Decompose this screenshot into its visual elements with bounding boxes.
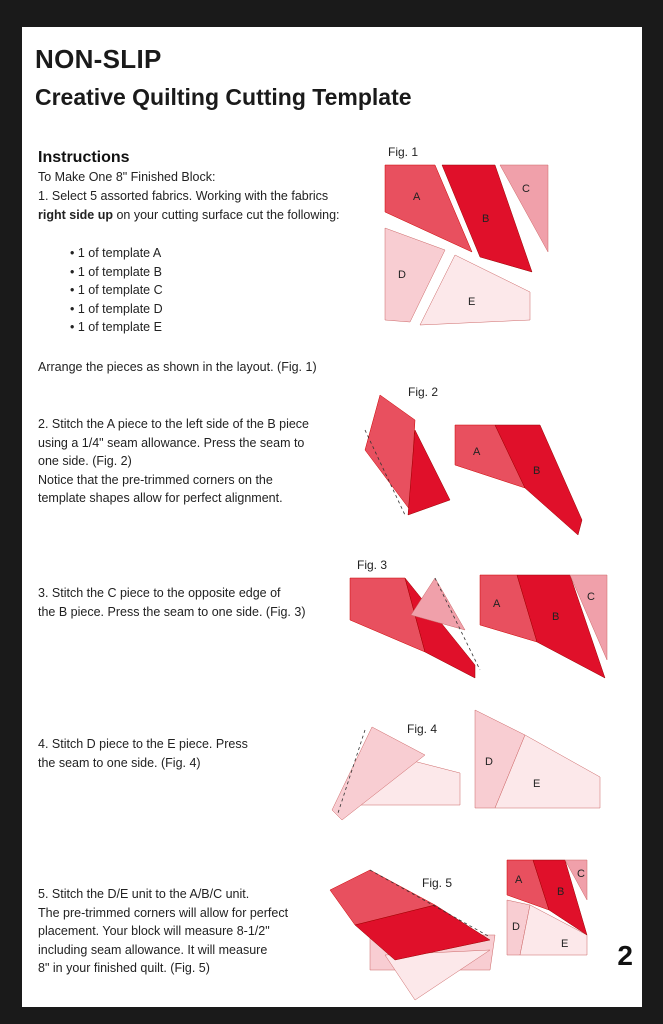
step3-text [38,584,306,621]
template-list [70,244,163,337]
step2-text [38,415,309,508]
step4-text [38,735,248,772]
instructions-heading: Instructions [38,149,130,166]
fig1-diagram [380,160,550,330]
list-item: • 1 of template C [70,283,163,297]
step1-rest: on your cutting surface cut the following: [113,208,340,222]
step2-line: using a 1/4" seam allowance. Press the seam to [38,435,305,450]
step3-line: 3. Stitch the C piece to the opposite edge of [38,586,281,600]
label-e: E [561,938,569,950]
list-item: • 1 of template E [70,320,162,334]
arrange-text: Arrange the pieces as shown in the layout. (Fig. 1) [38,360,317,374]
title-line2: Creative Quilting Cutting Template [35,84,412,110]
fig4-label: Fig. 4 [407,722,438,736]
fig5-diagram [325,855,625,1005]
fig2-label: Fig. 2 [408,385,439,399]
step2-line: 2. Stitch the A piece to the left side of the B piece [38,417,310,431]
label-b: B [533,465,541,477]
label-a: A [473,446,481,458]
label-b: B [557,886,565,898]
label-a: A [515,874,523,886]
list-item: • 1 of template A [70,246,162,260]
label-d: D [512,921,520,933]
step1-line2 [38,206,340,225]
step3-line: the B piece. Press the seam to one side. (Fig. 3) [38,604,306,619]
label-d: D [398,269,406,281]
label-b: B [482,213,490,225]
label-b: B [552,611,560,623]
step4-line: the seam to one side. (Fig. 4) [38,755,201,770]
label-e: E [468,296,476,308]
label-c: C [587,591,595,603]
label-a: A [493,598,501,610]
label-a: A [413,191,421,203]
piece-b [408,430,450,515]
step5-line: 8" in your finished quilt. (Fig. 5) [38,961,210,975]
label-c: C [522,183,530,195]
page-number: 2 [617,940,633,971]
step5-line: The pre-trimmed corners will allow for perfect [38,905,289,920]
label-e: E [533,778,541,790]
step5-text [38,885,288,978]
step2-line: Notice that the pre-trimmed corners on the [38,472,273,487]
intro-text: To Make One 8" Finished Block: [38,170,216,184]
fig5-label: Fig. 5 [422,876,453,890]
list-item: • 1 of template D [70,301,163,316]
step2-line: one side. (Fig. 2) [38,454,132,468]
fig2-diagram [350,390,590,540]
fig3-diagram [345,570,615,690]
step1-bold: right side up [38,208,113,222]
fig3-label: Fig. 3 [357,558,388,572]
step2-line: template shapes allow for perfect alignment. [38,491,283,505]
fig4-diagram [330,705,610,825]
list-item: • 1 of template B [70,264,162,279]
fig1-label: Fig. 1 [388,145,419,159]
step5-line: 5. Stitch the D/E unit to the A/B/C unit. [38,887,250,901]
label-c: C [577,868,585,880]
step5-line: placement. Your block will measure 8-1/2" [38,924,270,938]
step1-line1: 1. Select 5 assorted fabrics. Working with the fabrics [38,189,329,203]
title-line1: NON-SLIP [35,44,162,74]
piece-a [365,395,415,510]
step4-line: 4. Stitch D piece to the E piece. Press [38,737,248,751]
step5-line: including seam allowance. It will measure [38,942,268,957]
label-d: D [485,756,493,768]
